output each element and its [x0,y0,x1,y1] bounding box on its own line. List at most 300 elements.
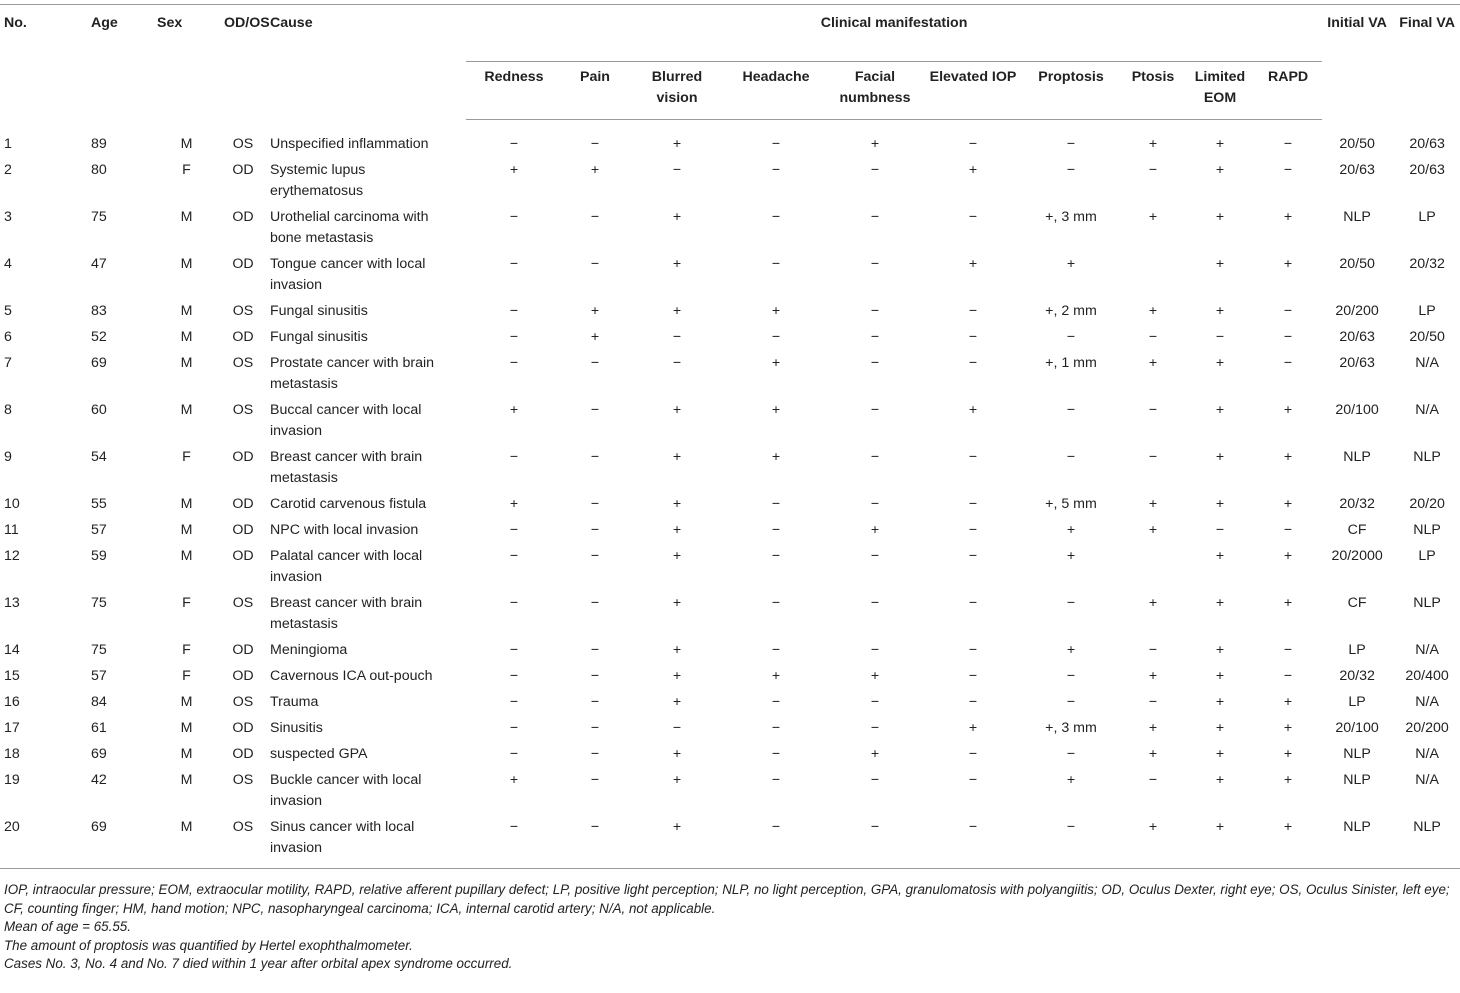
cell-eye: OD [232,522,254,538]
cell-limited-eom: + [1186,817,1254,869]
cell-cause: NPC with local invasion [270,522,419,538]
cell-no: 18 [4,746,20,762]
cell-cause: Trauma [270,694,319,710]
cell-pain: − [590,209,600,225]
cell-ptosis: + [1148,746,1158,762]
cell-ptosis: − [1148,162,1158,178]
cell-eye: OD [232,668,254,684]
cell-cause: Buccal cancer with local invasion [270,402,422,439]
cell-age: 54 [91,449,107,465]
cell-rapd: − [1283,668,1293,684]
cell-proptosis: − [1066,746,1076,762]
cell-limited-eom: + [1215,256,1225,272]
cell-initial-va: 20/50 [1339,256,1375,272]
cell-headache: − [771,720,781,736]
cell-initial-va: 20/63 [1339,329,1375,345]
cell-sex: M [180,522,193,538]
header-eye: OD/OS [220,5,266,120]
cell-cause: Sinus cancer with local invasion [266,817,466,869]
cell-facial-numbness: − [870,595,880,611]
cell-proptosis: − [1066,595,1076,611]
cell-ptosis: − [1148,329,1158,345]
cell-initial-va: CF [1347,522,1367,538]
cell-proptosis: +, 3 mm [1045,209,1097,225]
header-ptosis: Ptosis [1120,62,1186,120]
cell-initial-va: 20/63 [1339,162,1375,178]
cell-elevated-iop: − [968,642,978,658]
cell-no: 5 [4,303,12,319]
table-row [0,400,1460,447]
cell-proptosis: +, 2 mm [1045,303,1097,319]
cell-facial-numbness: − [870,694,880,710]
cell-eye: OD [232,449,254,465]
cell-blurred-vision: + [672,136,682,152]
cell-rapd: − [1283,522,1293,538]
cell-ptosis: + [1148,720,1158,736]
table-row [0,718,1460,744]
cell-redness: + [509,496,519,512]
cell-initial-va: 20/100 [1335,402,1379,418]
cell-sex: M [180,256,193,272]
cell-sex: F [182,642,191,658]
cell-sex: F [182,668,191,684]
footnote-proptosis-method: The amount of proptosis was quantified by Hertel exophthalmometer. [4,937,413,953]
cell-ptosis: + [1148,136,1158,152]
cell-final-va: N/A [1415,772,1439,788]
cell-final-va: N/A [1415,642,1439,658]
header-rapd: RAPD [1254,62,1322,120]
cell-final-va: N/A [1415,355,1439,371]
cell-eye: OS [232,402,254,418]
cell-blurred-vision: + [672,522,682,538]
cell-age: 42 [91,772,107,788]
cell-redness: − [509,694,519,710]
cell-eye: OD [232,496,254,512]
cell-pain: + [590,329,600,345]
table-body [0,120,1460,869]
cell-initial-va: 20/100 [1335,720,1379,736]
cell-redness: − [509,303,519,319]
cell-initial-va: 20/50 [1339,135,1375,152]
cell-age: 89 [91,135,107,152]
cell-age: 57 [91,668,107,684]
cell-final-va: N/A [1415,694,1439,710]
cell-sex: M [153,817,220,869]
cell-headache: − [771,746,781,762]
cell-pain: − [590,548,600,564]
cell-age: 60 [91,402,107,418]
cell-no: 14 [4,642,20,658]
cell-elevated-iop: − [968,136,978,152]
cell-cause: Sinusitis [270,720,323,736]
cell-eye: OS [220,817,266,869]
cell-no: 17 [4,720,20,736]
cell-age: 75 [91,642,107,658]
cell-headache: − [771,256,781,272]
table-row [0,301,1460,327]
cell-age: 69 [87,817,153,869]
cell-limited-eom: + [1215,548,1225,564]
cell-rapd: + [1283,595,1293,611]
cell-sex: M [180,694,193,710]
cell-final-va: 20/20 [1409,496,1445,512]
cell-ptosis: − [1148,402,1158,418]
cell-redness: + [509,162,519,178]
cell-sex: M [180,746,193,762]
cell-age: 69 [91,746,107,762]
cell-headache: + [771,303,781,319]
cell-headache: − [771,329,781,345]
table-row [0,327,1460,353]
cell-headache: − [771,642,781,658]
cell-limited-eom: + [1215,642,1225,658]
cell-sex: F [182,595,191,611]
header-redness: Redness [466,62,562,120]
cell-sex: M [180,772,193,788]
cell-ptosis: + [1148,496,1158,512]
cell-facial-numbness: − [870,720,880,736]
cell-age: 52 [91,329,107,345]
header-clinical-manifestation: Clinical manifestation [466,5,1322,62]
cell-sex: M [180,135,193,152]
cell-facial-numbness: − [870,402,880,418]
cell-cause: Breast cancer with brain metastasis [270,449,423,486]
cell-blurred-vision: + [628,817,726,869]
cell-age: 75 [91,209,107,225]
cell-cause: Buckle cancer with local invasion [270,772,422,809]
cell-limited-eom: + [1215,449,1225,465]
cell-blurred-vision: + [672,209,682,225]
cell-limited-eom: + [1215,355,1225,371]
header-pain: Pain [562,62,628,120]
cell-final-va: N/A [1415,402,1439,418]
cell-pain: − [562,817,628,869]
cell-initial-va: NLP [1343,449,1371,465]
cell-elevated-iop: + [968,256,978,272]
cell-ptosis: + [1148,595,1158,611]
cell-initial-va: 20/200 [1335,303,1379,319]
cell-proptosis: + [1066,522,1076,538]
cell-initial-va: 20/32 [1339,668,1375,684]
cell-ptosis: + [1148,209,1158,225]
cell-elevated-iop: − [968,668,978,684]
cell-elevated-iop: + [968,162,978,178]
cell-initial-va: 20/63 [1339,355,1375,371]
cell-eye: OS [232,135,254,152]
cell-no: 1 [4,135,12,152]
patient-table [0,4,1460,869]
cell-limited-eom: + [1215,162,1225,178]
cell-eye: OD [232,162,254,178]
cell-elevated-iop: − [968,694,978,710]
cell-blurred-vision: − [672,355,682,371]
cell-ptosis: + [1120,817,1186,869]
cell-redness: + [509,772,519,788]
cell-eye: OD [232,548,254,564]
header-cause: Cause [266,5,466,120]
cell-sex: M [180,548,193,564]
header-elevated-iop: Elevated IOP [924,62,1022,120]
cell-age: 80 [91,162,107,178]
header-limited-eom: Limited EOM [1186,62,1254,120]
cell-sex: F [182,162,191,178]
cell-facial-numbness: − [870,642,880,658]
cell-no: 19 [4,772,20,788]
cell-cause: Tongue cancer with local invasion [270,256,426,293]
cell-redness: − [509,329,519,345]
cell-final-va: 20/32 [1409,256,1445,272]
cell-rapd: + [1283,694,1293,710]
cell-proptosis: +, 1 mm [1045,355,1097,371]
table-row [0,494,1460,520]
cell-headache: + [771,449,781,465]
cell-redness: − [509,209,519,225]
cell-cause: Meningioma [270,642,348,658]
cell-elevated-iop: − [968,496,978,512]
table-row [0,254,1460,301]
cell-pain: − [590,595,600,611]
cell-age: 69 [91,355,107,371]
cell-proptosis: + [1066,256,1076,272]
cell-ptosis: + [1148,303,1158,319]
table-row [0,640,1460,666]
cell-redness: − [509,668,519,684]
cell-sex: M [180,303,193,319]
cell-blurred-vision: + [672,772,682,788]
header-age: Age [87,5,153,120]
cell-sex: M [180,720,193,736]
cell-final-va: LP [1418,303,1436,319]
cell-no: 16 [4,694,20,710]
cell-cause: Systemic lupus erythematosus [270,162,366,199]
cell-proptosis: − [1066,162,1076,178]
cell-pain: − [590,746,600,762]
cell-facial-numbness: + [870,668,880,684]
cell-redness: − [509,595,519,611]
cell-age: 59 [91,548,107,564]
cell-redness: − [509,256,519,272]
cell-no: 15 [4,668,20,684]
table-footnotes [4,881,1456,974]
cell-pain: − [590,668,600,684]
cell-rapd: + [1283,720,1293,736]
cell-elevated-iop: − [924,817,1022,869]
cell-final-va: 20/63 [1409,162,1445,178]
cell-facial-numbness: + [870,746,880,762]
header-sex: Sex [153,5,220,120]
cell-headache: − [771,496,781,512]
cell-facial-numbness: − [870,329,880,345]
cell-elevated-iop: − [968,355,978,371]
cell-redness: − [509,642,519,658]
cell-rapd: + [1283,209,1293,225]
cell-pain: − [590,522,600,538]
cell-age: 61 [91,720,107,736]
cell-headache: + [771,355,781,371]
cell-elevated-iop: + [968,720,978,736]
cell-eye: OS [232,595,254,611]
cell-blurred-vision: − [672,162,682,178]
cell-rapd: − [1283,642,1293,658]
cell-headache: − [771,522,781,538]
table-row [0,770,1460,817]
header-facial-numbness: Facial numbness [826,62,924,120]
cell-final-va: 20/200 [1405,720,1449,736]
cell-elevated-iop: − [968,746,978,762]
cell-elevated-iop: − [968,595,978,611]
cell-rapd: − [1283,303,1293,319]
cell-facial-numbness: − [870,772,880,788]
cell-redness: + [509,402,519,418]
cell-initial-va: NLP [1343,209,1371,225]
cell-ptosis: + [1148,522,1158,538]
cell-rapd: + [1283,746,1293,762]
table-row [0,447,1460,494]
cell-initial-va: 20/32 [1339,496,1375,512]
cell-facial-numbness: − [870,162,880,178]
cell-headache: + [771,402,781,418]
cell-final-va: NLP [1413,595,1441,611]
cell-initial-va: LP [1348,642,1366,658]
cell-sex: M [180,355,193,371]
cell-eye: OS [232,303,254,319]
cell-facial-numbness: − [870,303,880,319]
cell-rapd: + [1283,449,1293,465]
cell-redness: − [509,746,519,762]
cell-pain: − [590,772,600,788]
cell-proptosis: − [1066,136,1076,152]
cell-pain: + [590,303,600,319]
cell-proptosis: +, 3 mm [1045,720,1097,736]
cell-no: 20 [0,817,87,869]
cell-ptosis [1120,546,1186,593]
cell-elevated-iop: − [968,449,978,465]
cell-eye: OD [232,209,254,225]
cell-pain: − [590,355,600,371]
cell-rapd: − [1283,329,1293,345]
cell-eye: OD [232,642,254,658]
cell-no: 7 [4,355,12,371]
cell-facial-numbness: − [870,548,880,564]
cell-redness: − [509,720,519,736]
cell-no: 12 [4,548,20,564]
cell-blurred-vision: + [672,595,682,611]
cell-headache: − [771,694,781,710]
cell-headache: − [771,209,781,225]
cell-ptosis [1120,254,1186,301]
table-row [0,546,1460,593]
cell-initial-va: 20/2000 [1331,548,1383,564]
cell-blurred-vision: − [672,720,682,736]
cell-rapd: − [1283,162,1293,178]
cell-eye: OS [232,772,254,788]
table-row [0,353,1460,400]
table-row [0,593,1460,640]
cell-eye: OD [232,720,254,736]
table-row [0,744,1460,770]
cell-cause: Fungal sinusitis [270,303,368,319]
cell-age: 57 [91,522,107,538]
cell-final-va: NLP [1413,522,1441,538]
cell-initial-va: NLP [1343,746,1371,762]
cell-no: 4 [4,256,12,272]
cell-final-va: 20/50 [1409,329,1445,345]
footnote-mean-age: Mean of age = 65.55. [4,919,131,934]
cell-rapd: − [1283,355,1293,371]
cell-eye: OD [232,329,254,345]
cell-redness: − [466,817,562,869]
table-header [0,5,1460,120]
cell-pain: − [590,256,600,272]
cell-elevated-iop: − [968,209,978,225]
cell-ptosis: + [1148,668,1158,684]
table-row [0,692,1460,718]
cell-headache: − [771,136,781,152]
cell-elevated-iop: − [968,329,978,345]
cell-ptosis: − [1148,642,1158,658]
header-proptosis: Proptosis [1022,62,1120,120]
table-row [0,120,1460,161]
cell-facial-numbness: − [870,209,880,225]
cell-redness: − [509,548,519,564]
cell-no: 13 [4,595,20,611]
table-row [0,666,1460,692]
cell-cause: Fungal sinusitis [270,329,368,345]
cell-limited-eom: + [1215,772,1225,788]
cell-limited-eom: + [1215,668,1225,684]
cell-final-va: NLP [1392,817,1460,869]
cell-sex: M [180,209,193,225]
cell-cause: Breast cancer with brain metastasis [270,595,423,632]
cell-proptosis: − [1066,402,1076,418]
cell-limited-eom: + [1215,209,1225,225]
table-row [0,817,1460,869]
cell-blurred-vision: + [672,303,682,319]
cell-no: 6 [4,329,12,345]
cell-facial-numbness: − [870,355,880,371]
cell-facial-numbness: − [870,496,880,512]
cell-limited-eom: + [1215,595,1225,611]
cell-sex: M [180,496,193,512]
cell-cause: suspected GPA [270,746,368,762]
table-row [0,160,1460,207]
cell-age: 84 [91,694,107,710]
cell-eye: OS [232,355,254,371]
cell-pain: − [590,720,600,736]
cell-redness: − [509,136,519,152]
cell-blurred-vision: + [672,496,682,512]
cell-elevated-iop: − [968,522,978,538]
cell-proptosis: − [1022,817,1120,869]
cell-age: 83 [91,303,107,319]
cell-blurred-vision: − [672,329,682,345]
cell-eye: OD [232,746,254,762]
cell-no: 2 [4,162,12,178]
cell-pain: − [590,496,600,512]
cell-no: 10 [4,496,20,512]
cell-rapd: + [1283,256,1293,272]
cell-no: 3 [4,209,12,225]
cell-limited-eom: + [1215,720,1225,736]
cell-facial-numbness: + [870,136,880,152]
cell-eye: OS [232,694,254,710]
cell-final-va: N/A [1415,746,1439,762]
cell-headache: − [771,595,781,611]
cell-ptosis: − [1148,772,1158,788]
cell-initial-va: LP [1348,694,1366,710]
cell-final-va: LP [1418,548,1436,564]
table-row [0,520,1460,546]
